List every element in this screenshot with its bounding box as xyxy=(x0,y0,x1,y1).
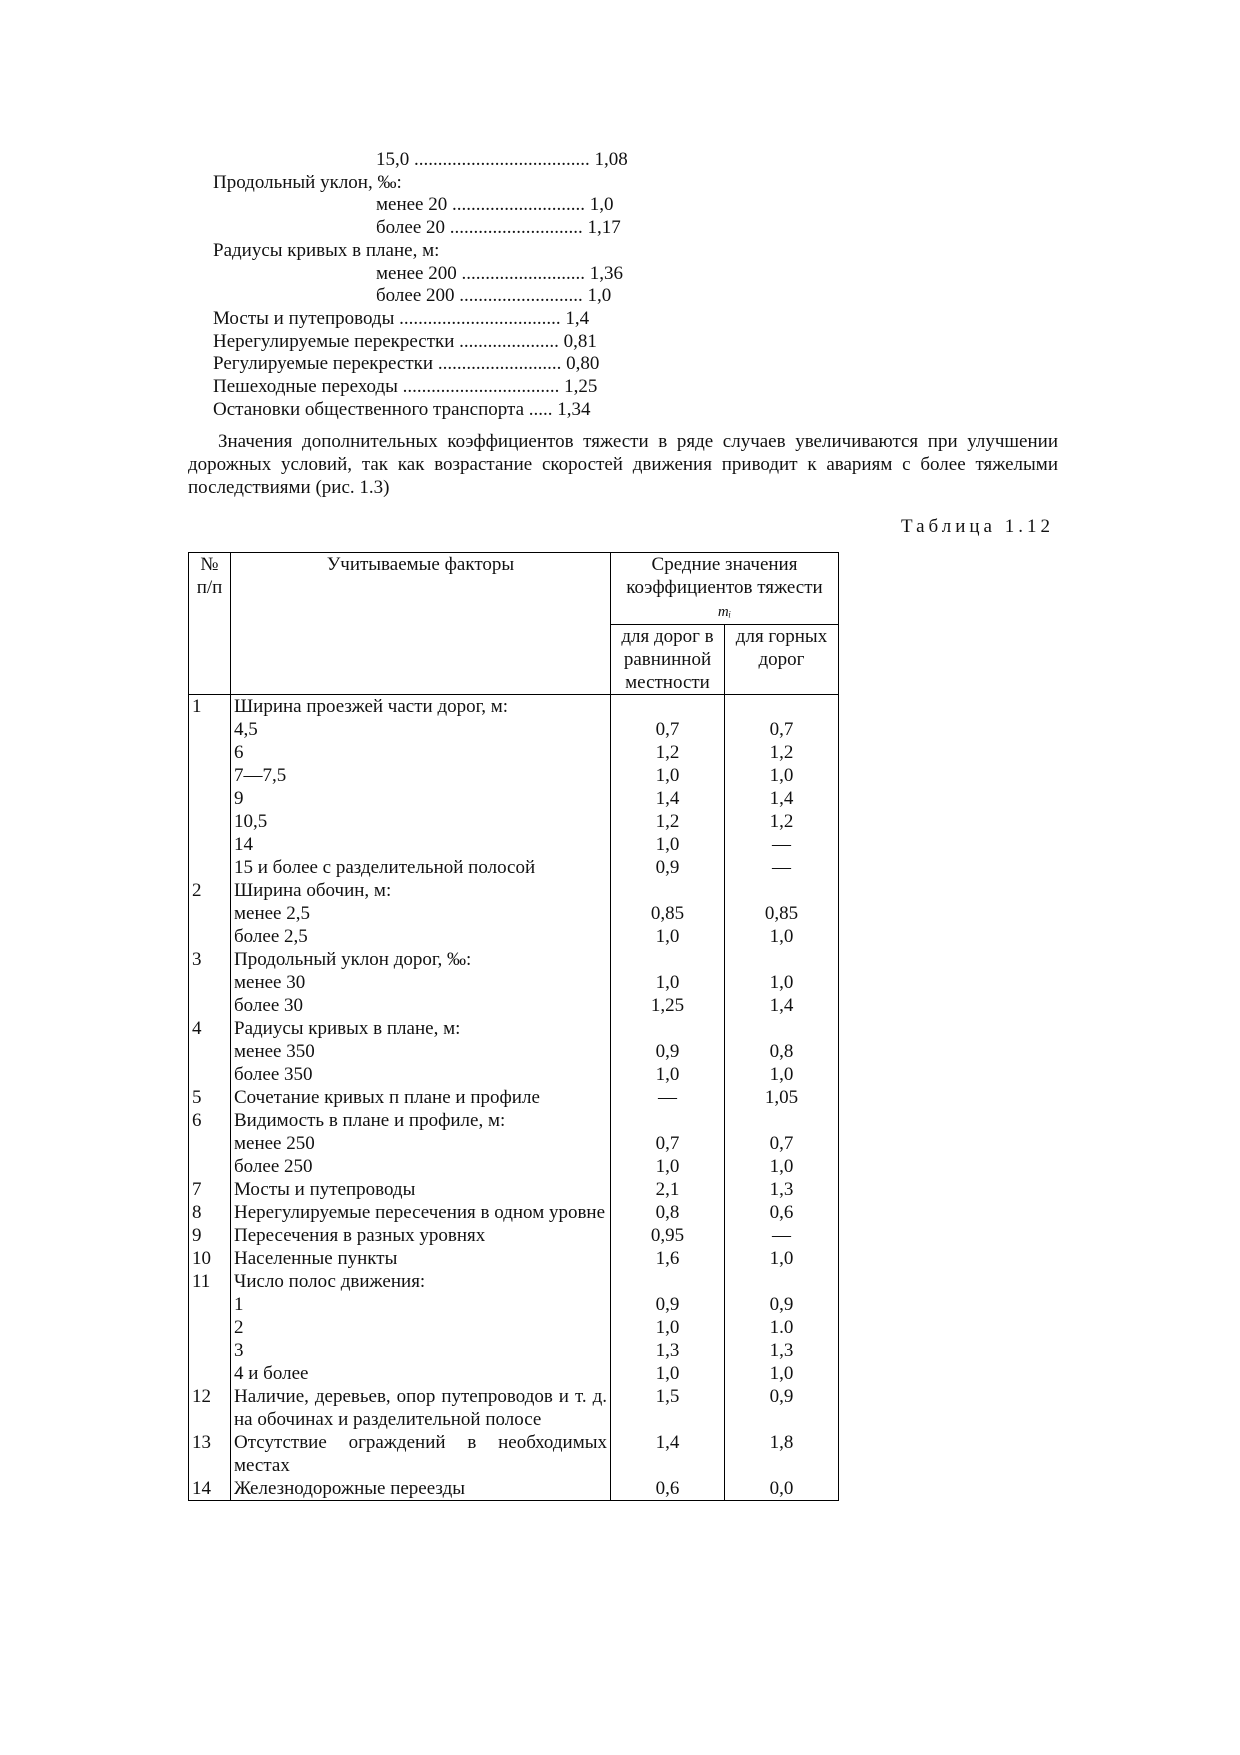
row-factor: 3 xyxy=(231,1339,611,1362)
row-factor: Ширина обочин, м: xyxy=(231,879,611,902)
table-row xyxy=(189,810,839,833)
table-row xyxy=(189,856,839,879)
header-factors: Учитываемые факторы xyxy=(231,553,611,695)
row-factor: Сочетание кривых п плане и профиле xyxy=(231,1086,611,1109)
severity-coefficients-table xyxy=(188,552,839,1501)
row-value-mountain: 1,0 xyxy=(725,1362,839,1385)
row-value-plain: 0,95 xyxy=(611,1224,725,1247)
list-line: Пешеходные переходы ................................. 1,25 xyxy=(213,376,598,397)
row-number xyxy=(189,1339,231,1362)
header-average-label: Средние значения коэффициентов тяжести xyxy=(626,554,823,598)
row-value-plain xyxy=(611,1017,725,1040)
row-factor: Нерегулируемые пересечения в одном уровне xyxy=(231,1201,611,1224)
table-header xyxy=(189,553,839,695)
row-factor: 1 xyxy=(231,1293,611,1316)
row-value-plain: 1,0 xyxy=(611,1362,725,1385)
list-line: 15,0 ..................................... 1,08 xyxy=(376,149,628,170)
row-factor: менее 2,5 xyxy=(231,902,611,925)
row-value-mountain xyxy=(725,879,839,902)
row-number xyxy=(189,971,231,994)
row-factor: 4,5 xyxy=(231,718,611,741)
header-mountain-roads: для горных дорог xyxy=(725,625,839,695)
row-value-mountain: 1,0 xyxy=(725,971,839,994)
row-number xyxy=(189,1063,231,1086)
row-value-plain: 1,3 xyxy=(611,1339,725,1362)
list-line: менее 20 ............................ 1,0 xyxy=(376,194,614,216)
row-value-plain: 1,0 xyxy=(611,764,725,787)
row-factor: 4 и более xyxy=(231,1362,611,1385)
row-number xyxy=(189,925,231,948)
row-value-plain: 1,2 xyxy=(611,741,725,764)
row-factor: более 30 xyxy=(231,994,611,1017)
row-number: 5 xyxy=(189,1086,231,1109)
row-value-mountain: 1,0 xyxy=(725,764,839,787)
row-number: 13 xyxy=(189,1431,231,1477)
list-line: Регулируемые перекрестки .......................... 0,80 xyxy=(213,353,600,375)
row-factor: 6 xyxy=(231,741,611,764)
row-factor: Видимость в плане и профиле, м: xyxy=(231,1109,611,1132)
table-row xyxy=(189,787,839,810)
table-row xyxy=(189,741,839,764)
row-factor: 9 xyxy=(231,787,611,810)
table-row xyxy=(189,1431,839,1477)
row-number xyxy=(189,856,231,879)
row-value-plain: — xyxy=(611,1086,725,1109)
row-factor: Продольный уклон дорог, ‰: xyxy=(231,948,611,971)
row-factor: Железнодорожные переезды xyxy=(231,1477,611,1501)
row-factor: 7—7,5 xyxy=(231,764,611,787)
table-row xyxy=(189,718,839,741)
row-factor: менее 250 xyxy=(231,1132,611,1155)
row-factor: более 2,5 xyxy=(231,925,611,948)
table-row xyxy=(189,925,839,948)
row-value-mountain xyxy=(725,1017,839,1040)
row-value-mountain: 1.0 xyxy=(725,1316,839,1339)
table-row xyxy=(189,1155,839,1178)
list-line: Нерегулируемые перекрестки ..................... 0,81 xyxy=(213,330,597,352)
row-factor: 14 xyxy=(231,833,611,856)
body-paragraph: Значения дополнительных коэффициентов тяжести в ряде случаев увеличиваются при улучшении дорожных условий, так как возрастание скоростей движения приводит к авариям с более тяжелыми последствиями (рис. 1.3) xyxy=(188,431,1058,498)
row-value-plain xyxy=(611,948,725,971)
row-value-plain: 0,9 xyxy=(611,1040,725,1063)
row-number: 11 xyxy=(189,1270,231,1293)
table-row xyxy=(189,994,839,1017)
row-value-plain: 1,25 xyxy=(611,994,725,1017)
row-value-plain: 0,9 xyxy=(611,856,725,879)
table-caption: Таблица 1.12 xyxy=(900,516,1054,537)
row-number: 3 xyxy=(189,948,231,971)
row-factor: 10,5 xyxy=(231,810,611,833)
row-value-mountain: 0,0 xyxy=(725,1477,839,1501)
row-number xyxy=(189,833,231,856)
row-factor: более 250 xyxy=(231,1155,611,1178)
row-value-plain: 1,0 xyxy=(611,971,725,994)
row-number: 14 xyxy=(189,1477,231,1501)
row-value-mountain: — xyxy=(725,856,839,879)
table-row xyxy=(189,695,839,719)
row-value-mountain: 0,7 xyxy=(725,718,839,741)
row-value-mountain: 0,85 xyxy=(725,902,839,925)
table-row xyxy=(189,1224,839,1247)
row-number xyxy=(189,810,231,833)
row-number xyxy=(189,1362,231,1385)
row-value-mountain: 1,2 xyxy=(725,741,839,764)
table-row xyxy=(189,948,839,971)
table-row xyxy=(189,1017,839,1040)
row-number xyxy=(189,994,231,1017)
row-number: 8 xyxy=(189,1201,231,1224)
row-value-plain: 1,0 xyxy=(611,1063,725,1086)
row-value-plain: 0,7 xyxy=(611,1132,725,1155)
row-value-mountain: — xyxy=(725,1224,839,1247)
row-value-mountain xyxy=(725,695,839,719)
row-number xyxy=(189,1132,231,1155)
row-value-mountain: — xyxy=(725,833,839,856)
table-row xyxy=(189,1040,839,1063)
row-value-plain: 2,1 xyxy=(611,1178,725,1201)
row-number: 4 xyxy=(189,1017,231,1040)
row-value-mountain: 1,3 xyxy=(725,1339,839,1362)
row-number: 9 xyxy=(189,1224,231,1247)
list-line: менее 200 .......................... 1,36 xyxy=(376,262,623,284)
row-factor: менее 350 xyxy=(231,1040,611,1063)
row-value-mountain: 1,05 xyxy=(725,1086,839,1109)
row-factor: Мосты и путепроводы xyxy=(231,1178,611,1201)
row-factor: менее 30 xyxy=(231,971,611,994)
row-value-plain: 1,4 xyxy=(611,1431,725,1477)
table-row xyxy=(189,879,839,902)
row-value-mountain: 0,9 xyxy=(725,1293,839,1316)
header-mi-symbol: mᵢ xyxy=(717,604,732,620)
row-factor: Пересечения в разных уровнях xyxy=(231,1224,611,1247)
row-number: 6 xyxy=(189,1109,231,1132)
row-number xyxy=(189,1155,231,1178)
table-row xyxy=(189,764,839,787)
row-factor: 15 и более с разделительной полосой xyxy=(231,856,611,879)
table-body xyxy=(189,695,839,1501)
row-number: 1 xyxy=(189,695,231,719)
table-row xyxy=(189,902,839,925)
row-factor: Отсутствие ограждений в необходимых местах xyxy=(231,1431,611,1477)
row-value-mountain: 1,0 xyxy=(725,1247,839,1270)
row-value-plain: 0,9 xyxy=(611,1293,725,1316)
list-line: Радиусы кривых в плане, м: xyxy=(213,239,440,261)
row-number xyxy=(189,718,231,741)
table-row xyxy=(189,1178,839,1201)
table-row xyxy=(189,1385,839,1431)
row-number xyxy=(189,1316,231,1339)
row-value-mountain: 1,2 xyxy=(725,810,839,833)
row-value-plain: 0,85 xyxy=(611,902,725,925)
row-value-plain xyxy=(611,1109,725,1132)
row-value-plain: 1,0 xyxy=(611,925,725,948)
row-number xyxy=(189,1293,231,1316)
row-number xyxy=(189,902,231,925)
row-number xyxy=(189,764,231,787)
row-value-mountain xyxy=(725,948,839,971)
row-value-mountain: 1,4 xyxy=(725,994,839,1017)
row-number xyxy=(189,1040,231,1063)
header-plain-roads: для дорог в равнинной местности xyxy=(611,625,725,695)
row-factor: Число полос движения: xyxy=(231,1270,611,1293)
table-row xyxy=(189,1316,839,1339)
row-number: 10 xyxy=(189,1247,231,1270)
row-value-mountain: 1,0 xyxy=(725,1155,839,1178)
row-value-mountain: 1,3 xyxy=(725,1178,839,1201)
row-number xyxy=(189,741,231,764)
table-row xyxy=(189,1109,839,1132)
row-value-mountain: 1,0 xyxy=(725,1063,839,1086)
row-value-plain: 1,2 xyxy=(611,810,725,833)
row-factor: более 350 xyxy=(231,1063,611,1086)
list-line: Остановки общественного транспорта ..... 1,34 xyxy=(213,398,591,420)
list-line: более 20 ............................ 1,17 xyxy=(376,217,621,239)
header-average-values xyxy=(611,553,839,625)
table-row xyxy=(189,1132,839,1155)
header-number: № п/п xyxy=(189,553,231,695)
row-value-mountain xyxy=(725,1109,839,1132)
row-value-mountain: 1,4 xyxy=(725,787,839,810)
row-value-plain: 1,0 xyxy=(611,1155,725,1178)
row-value-mountain: 1,8 xyxy=(725,1431,839,1477)
table-row xyxy=(189,1247,839,1270)
row-number xyxy=(189,787,231,810)
table-row xyxy=(189,1086,839,1109)
row-value-mountain: 0,7 xyxy=(725,1132,839,1155)
row-number: 2 xyxy=(189,879,231,902)
table-row xyxy=(189,1339,839,1362)
row-value-plain: 0,6 xyxy=(611,1477,725,1501)
table-row xyxy=(189,833,839,856)
list-line: более 200 .......................... 1,0 xyxy=(376,285,612,307)
row-value-plain: 1,0 xyxy=(611,833,725,856)
table-row xyxy=(189,1362,839,1385)
row-value-plain: 1,4 xyxy=(611,787,725,810)
row-factor: Радиусы кривых в плане, м: xyxy=(231,1017,611,1040)
row-number: 7 xyxy=(189,1178,231,1201)
row-value-mountain: 0,8 xyxy=(725,1040,839,1063)
row-value-plain xyxy=(611,879,725,902)
table-row xyxy=(189,1201,839,1224)
list-line: Продольный уклон, ‰: xyxy=(213,171,402,193)
row-value-plain: 1,0 xyxy=(611,1316,725,1339)
row-value-plain: 0,8 xyxy=(611,1201,725,1224)
table-row xyxy=(189,971,839,994)
row-value-mountain: 0,9 xyxy=(725,1385,839,1431)
row-value-plain xyxy=(611,695,725,719)
row-factor: Населенные пункты xyxy=(231,1247,611,1270)
row-factor: Ширина проезжей части дорог, м: xyxy=(231,695,611,719)
table-row xyxy=(189,1477,839,1501)
table-row xyxy=(189,1293,839,1316)
row-value-plain: 0,7 xyxy=(611,718,725,741)
row-value-mountain: 1,0 xyxy=(725,925,839,948)
row-value-plain: 1,6 xyxy=(611,1247,725,1270)
row-number: 12 xyxy=(189,1385,231,1431)
row-value-mountain: 0,6 xyxy=(725,1201,839,1224)
list-line: Мосты и путепроводы .................................. 1,4 xyxy=(213,307,590,329)
row-value-plain: 1,5 xyxy=(611,1385,725,1431)
row-factor: Наличие, деревьев, опор путепроводов и т. д. на обочинах и разделительной полосе xyxy=(231,1385,611,1431)
table-row xyxy=(189,1270,839,1293)
table-row xyxy=(189,1063,839,1086)
row-value-mountain xyxy=(725,1270,839,1293)
row-factor: 2 xyxy=(231,1316,611,1339)
row-value-plain xyxy=(611,1270,725,1293)
